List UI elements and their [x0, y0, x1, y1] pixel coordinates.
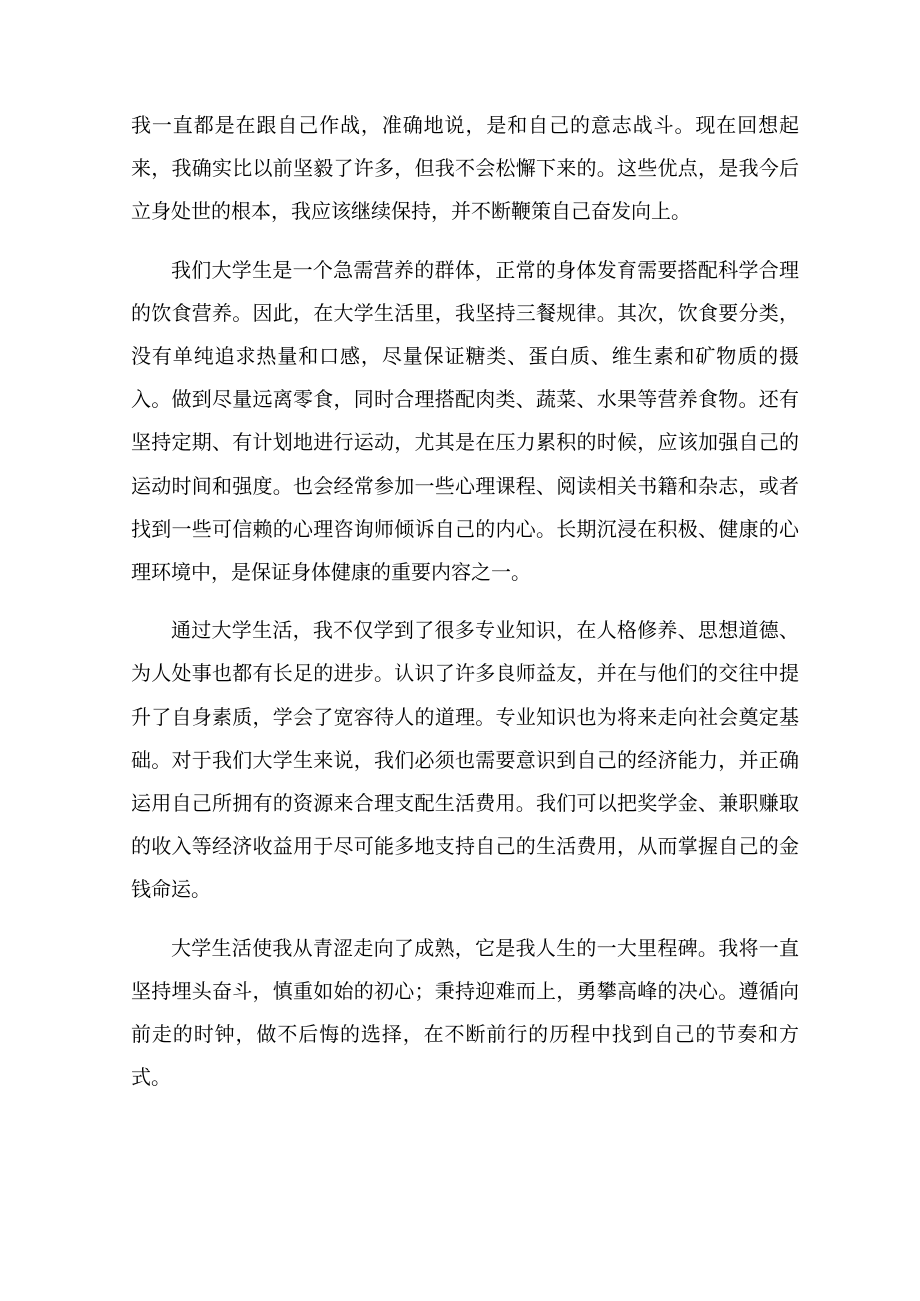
- document-page: [131, 104, 799, 1114]
- paragraph-3: 通过大学生活，我不仅学到了很多专业知识，在人格修养、思想道德、为人处事也都有长足的进步。认识了许多良师益友，并在与他们的交往中提升了自身素质，学会了宽容待人的道理。专业知识也为将来走向社会奠定基础。对于我们大学生来说，我们必须也需要意识到自己的经济能力，并正确运用自己所拥有的资源来合理支配生活费用。我们可以把奖学金、兼职赚取的收入等经济收益用于尽可能多地支持自己的生活费用，从而掌握自己的金钱命运。: [131, 618, 799, 902]
- paragraph-4: 大学生活使我从青涩走向了成熟，它是我人生的一大里程碑。我将一直坚持埋头奋斗，慎重如始的初心；秉持迎难而上，勇攀高峰的决心。遵循向前走的时钟，做不后悔的选择，在不断前行的历程中找到自己的节奏和方式。: [131, 935, 799, 1090]
- paragraph-2: 我们大学生是一个急需营养的群体，正常的身体发育需要搭配科学合理的饮食营养。因此，在大学生活里，我坚持三餐规律。其次，饮食要分类，没有单纯追求热量和口感，尽量保证糖类、蛋白质、维生素和矿物质的摄入。做到尽量远离零食，同时合理搭配肉类、蔬菜、水果等营养食物。还有坚持定期、有计划地进行运动，尤其是在压力累积的时候，应该加强自己的运动时间和强度。也会经常参加一些心理课程、阅读相关书籍和杂志，或者找到一些可信赖的心理咨询师倾诉自己的内心。长期沉浸在积极、健康的心理环境中，是保证身体健康的重要内容之一。: [131, 257, 799, 585]
- paragraph-1: 我一直都是在跟自己作战，准确地说，是和自己的意志战斗。现在回想起来，我确实比以前坚毅了许多，但我不会松懈下来的。这些优点，是我今后立身处世的根本，我应该继续保持，并不断鞭策自己奋发向上。: [131, 113, 799, 224]
